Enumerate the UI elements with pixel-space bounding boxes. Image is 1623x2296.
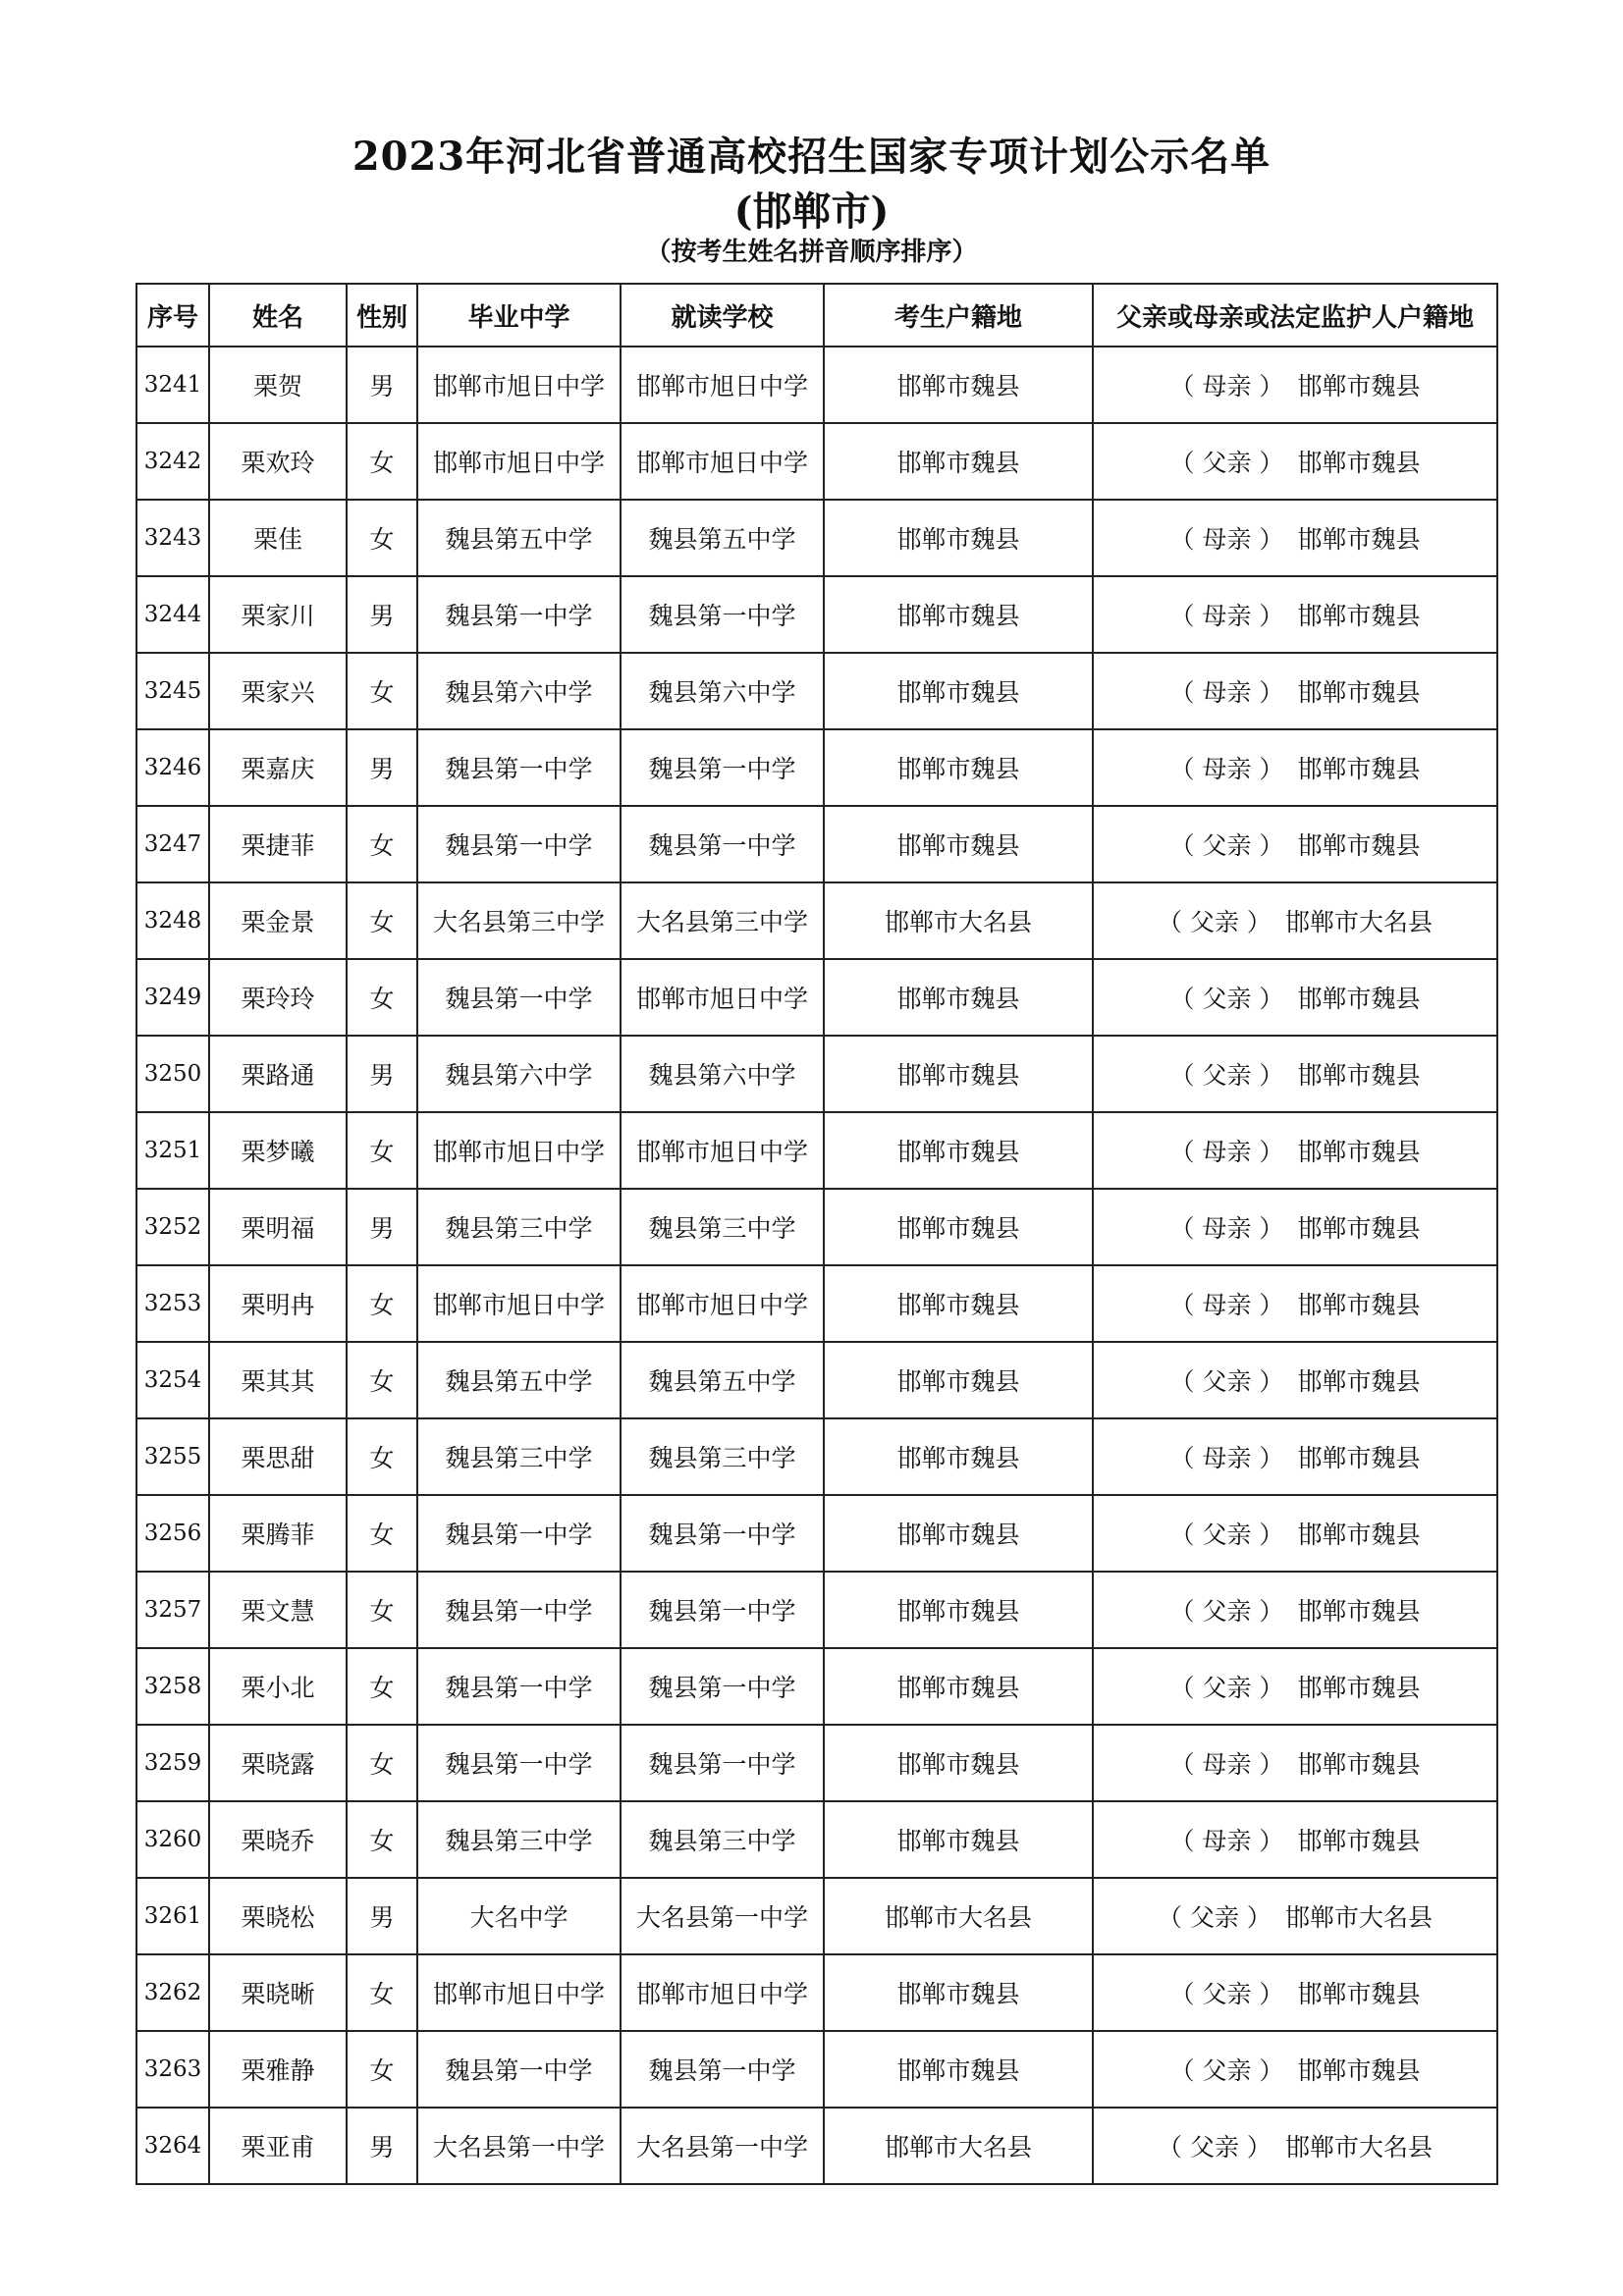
cell-parent-residence — [1093, 959, 1497, 1036]
cell-current-school: 魏县第一中学 — [621, 1495, 824, 1572]
cell-name: 栗晓晰 — [209, 1954, 347, 2031]
cell-name: 栗思甜 — [209, 1418, 347, 1495]
cell-seq: 3248 — [136, 882, 209, 959]
cell-residence: 邯郸市魏县 — [824, 1648, 1093, 1725]
parent-relation: （ 父亲 ） — [1169, 831, 1284, 860]
cell-parent-residence — [1093, 2108, 1497, 2184]
cell-name: 栗路通 — [209, 1036, 347, 1112]
cell-name: 栗晓松 — [209, 1878, 347, 1954]
cell-grad-school: 邯郸市旭日中学 — [417, 1265, 621, 1342]
cell-name: 栗晓露 — [209, 1725, 347, 1801]
cell-name: 栗腾菲 — [209, 1495, 347, 1572]
table-row — [136, 1418, 1497, 1495]
cell-current-school: 大名县第三中学 — [621, 882, 824, 959]
parent-residence: 邯郸市魏县 — [1297, 1827, 1421, 1855]
cell-gender: 女 — [347, 1954, 417, 2031]
cell-grad-school: 魏县第一中学 — [417, 1495, 621, 1572]
table-row — [136, 1878, 1497, 1954]
cell-grad-school: 大名县第一中学 — [417, 2108, 621, 2184]
cell-grad-school: 魏县第三中学 — [417, 1189, 621, 1265]
cell-residence: 邯郸市魏县 — [824, 1342, 1093, 1418]
table-row — [136, 423, 1497, 500]
cell-current-school: 邯郸市旭日中学 — [621, 423, 824, 500]
cell-current-school: 邯郸市旭日中学 — [621, 1112, 824, 1189]
cell-name: 栗文慧 — [209, 1572, 347, 1648]
parent-relation: （ 母亲 ） — [1169, 372, 1284, 400]
cell-parent-residence — [1093, 1342, 1497, 1418]
cell-gender: 男 — [347, 729, 417, 806]
parent-relation: （ 母亲 ） — [1169, 1827, 1284, 1855]
table-row — [136, 1572, 1497, 1648]
cell-grad-school: 邯郸市旭日中学 — [417, 347, 621, 423]
cell-current-school: 邯郸市旭日中学 — [621, 1265, 824, 1342]
cell-seq: 3259 — [136, 1725, 209, 1801]
cell-parent-residence — [1093, 1495, 1497, 1572]
cell-parent-residence — [1093, 729, 1497, 806]
table-row — [136, 1801, 1497, 1878]
parent-residence: 邯郸市魏县 — [1297, 449, 1421, 477]
cell-current-school: 魏县第一中学 — [621, 1648, 824, 1725]
cell-parent-residence — [1093, 882, 1497, 959]
cell-parent-residence — [1093, 500, 1497, 576]
cell-residence: 邯郸市魏县 — [824, 959, 1093, 1036]
cell-current-school: 大名县第一中学 — [621, 2108, 824, 2184]
parent-relation: （ 母亲 ） — [1169, 1291, 1284, 1319]
cell-residence: 邯郸市魏县 — [824, 500, 1093, 576]
cell-residence: 邯郸市魏县 — [824, 1801, 1093, 1878]
cell-seq: 3246 — [136, 729, 209, 806]
cell-gender: 女 — [347, 959, 417, 1036]
cell-current-school: 魏县第一中学 — [621, 2031, 824, 2108]
parent-residence: 邯郸市魏县 — [1297, 1521, 1421, 1549]
cell-residence: 邯郸市大名县 — [824, 882, 1093, 959]
cell-residence: 邯郸市魏县 — [824, 1112, 1093, 1189]
cell-grad-school: 魏县第一中学 — [417, 1572, 621, 1648]
cell-current-school: 魏县第一中学 — [621, 1572, 824, 1648]
parent-relation: （ 母亲 ） — [1169, 602, 1284, 630]
table-row — [136, 1265, 1497, 1342]
cell-gender: 女 — [347, 1112, 417, 1189]
cell-grad-school: 魏县第五中学 — [417, 500, 621, 576]
parent-residence: 邯郸市魏县 — [1297, 1444, 1421, 1472]
table-row — [136, 1495, 1497, 1572]
cell-grad-school: 大名中学 — [417, 1878, 621, 1954]
table-row — [136, 729, 1497, 806]
cell-gender: 男 — [347, 1036, 417, 1112]
cell-current-school: 邯郸市旭日中学 — [621, 1954, 824, 2031]
table-body — [136, 347, 1497, 2184]
parent-residence: 邯郸市魏县 — [1297, 1138, 1421, 1166]
table-row — [136, 959, 1497, 1036]
cell-current-school: 魏县第三中学 — [621, 1801, 824, 1878]
cell-grad-school: 邯郸市旭日中学 — [417, 423, 621, 500]
cell-residence: 邯郸市大名县 — [824, 1878, 1093, 1954]
cell-parent-residence — [1093, 347, 1497, 423]
cell-seq: 3254 — [136, 1342, 209, 1418]
parent-relation: （ 父亲 ） — [1169, 1367, 1284, 1396]
cell-residence: 邯郸市魏县 — [824, 1495, 1093, 1572]
col-header-parent-residence: 父亲或母亲或法定监护人户籍地 — [1093, 284, 1497, 347]
cell-residence: 邯郸市魏县 — [824, 1189, 1093, 1265]
cell-gender: 女 — [347, 423, 417, 500]
cell-name: 栗捷菲 — [209, 806, 347, 882]
parent-residence: 邯郸市魏县 — [1297, 2056, 1421, 2085]
cell-residence: 邯郸市魏县 — [824, 1418, 1093, 1495]
cell-parent-residence — [1093, 1418, 1497, 1495]
cell-name: 栗亚甫 — [209, 2108, 347, 2184]
parent-relation: （ 父亲 ） — [1158, 1903, 1271, 1932]
cell-seq: 3244 — [136, 576, 209, 653]
cell-current-school: 邯郸市旭日中学 — [621, 347, 824, 423]
cell-parent-residence — [1093, 1572, 1497, 1648]
cell-grad-school: 魏县第一中学 — [417, 1648, 621, 1725]
parent-residence: 邯郸市魏县 — [1297, 372, 1421, 400]
cell-residence: 邯郸市魏县 — [824, 806, 1093, 882]
cell-parent-residence — [1093, 1036, 1497, 1112]
parent-relation: （ 父亲 ） — [1158, 2133, 1271, 2162]
cell-parent-residence — [1093, 1954, 1497, 2031]
cell-gender: 女 — [347, 2031, 417, 2108]
parent-residence: 邯郸市魏县 — [1297, 985, 1421, 1013]
cell-gender: 女 — [347, 1342, 417, 1418]
page-title: 2023年河北省普通高校招生国家专项计划公示名单 — [352, 133, 1271, 180]
cell-residence: 邯郸市大名县 — [824, 2108, 1093, 2184]
cell-seq: 3252 — [136, 1189, 209, 1265]
cell-seq: 3256 — [136, 1495, 209, 1572]
cell-name: 栗晓乔 — [209, 1801, 347, 1878]
cell-residence: 邯郸市魏县 — [824, 423, 1093, 500]
table-row — [136, 500, 1497, 576]
table-row — [136, 1342, 1497, 1418]
parent-residence: 邯郸市魏县 — [1297, 1597, 1421, 1626]
cell-name: 栗家川 — [209, 576, 347, 653]
parent-relation: （ 母亲 ） — [1169, 1750, 1284, 1779]
cell-name: 栗玲玲 — [209, 959, 347, 1036]
cell-gender: 女 — [347, 1725, 417, 1801]
cell-gender: 女 — [347, 1418, 417, 1495]
parent-relation: （ 父亲 ） — [1169, 985, 1284, 1013]
table-row — [136, 576, 1497, 653]
cell-grad-school: 魏县第三中学 — [417, 1418, 621, 1495]
col-header-seq: 序号 — [136, 284, 209, 347]
cell-grad-school: 魏县第一中学 — [417, 2031, 621, 2108]
cell-current-school: 魏县第五中学 — [621, 1342, 824, 1418]
parent-residence: 邯郸市魏县 — [1297, 1214, 1421, 1243]
cell-gender: 男 — [347, 1878, 417, 1954]
cell-name: 栗明福 — [209, 1189, 347, 1265]
cell-grad-school: 大名县第三中学 — [417, 882, 621, 959]
cell-residence: 邯郸市魏县 — [824, 1036, 1093, 1112]
parent-relation: （ 母亲 ） — [1169, 1444, 1284, 1472]
parent-residence: 邯郸市大名县 — [1284, 2133, 1433, 2162]
table-header-row — [136, 284, 1497, 347]
parent-relation: （ 母亲 ） — [1169, 1138, 1284, 1166]
parent-residence: 邯郸市魏县 — [1297, 1061, 1421, 1090]
cell-name: 栗明冉 — [209, 1265, 347, 1342]
parent-relation: （ 父亲 ） — [1169, 1674, 1284, 1702]
cell-gender: 女 — [347, 1495, 417, 1572]
parent-relation: （ 母亲 ） — [1169, 1214, 1284, 1243]
table-row — [136, 1954, 1497, 2031]
cell-residence: 邯郸市魏县 — [824, 1954, 1093, 2031]
cell-seq: 3260 — [136, 1801, 209, 1878]
cell-gender: 女 — [347, 500, 417, 576]
cell-name: 栗家兴 — [209, 653, 347, 729]
cell-current-school: 魏县第六中学 — [621, 653, 824, 729]
cell-seq: 3257 — [136, 1572, 209, 1648]
col-header-residence: 考生户籍地 — [824, 284, 1093, 347]
col-header-grad-school: 毕业中学 — [417, 284, 621, 347]
table-row — [136, 1725, 1497, 1801]
cell-gender: 男 — [347, 2108, 417, 2184]
cell-residence: 邯郸市魏县 — [824, 729, 1093, 806]
table-row — [136, 1189, 1497, 1265]
cell-parent-residence — [1093, 653, 1497, 729]
cell-seq: 3241 — [136, 347, 209, 423]
cell-current-school: 魏县第五中学 — [621, 500, 824, 576]
cell-residence: 邯郸市魏县 — [824, 576, 1093, 653]
cell-name: 栗其其 — [209, 1342, 347, 1418]
parent-residence: 邯郸市魏县 — [1297, 1980, 1421, 2008]
cell-name: 栗贺 — [209, 347, 347, 423]
cell-parent-residence — [1093, 1725, 1497, 1801]
parent-residence: 邯郸市魏县 — [1297, 678, 1421, 707]
parent-relation: （ 父亲 ） — [1158, 908, 1271, 936]
parent-relation: （ 父亲 ） — [1169, 1061, 1284, 1090]
parent-residence: 邯郸市魏县 — [1297, 1367, 1421, 1396]
cell-current-school: 大名县第一中学 — [621, 1878, 824, 1954]
parent-relation: （ 父亲 ） — [1169, 2056, 1284, 2085]
page-subtitle: (邯郸市) — [733, 188, 890, 235]
table-row — [136, 653, 1497, 729]
cell-residence: 邯郸市魏县 — [824, 1572, 1093, 1648]
sort-note: （按考生姓名拼音顺序排序） — [645, 238, 978, 267]
cell-gender: 女 — [347, 1801, 417, 1878]
cell-residence: 邯郸市魏县 — [824, 653, 1093, 729]
cell-parent-residence — [1093, 1648, 1497, 1725]
parent-residence: 邯郸市魏县 — [1297, 755, 1421, 783]
col-header-current-school: 就读学校 — [621, 284, 824, 347]
table-row — [136, 2031, 1497, 2108]
parent-residence: 邯郸市大名县 — [1284, 908, 1433, 936]
cell-parent-residence — [1093, 576, 1497, 653]
parent-residence: 邯郸市魏县 — [1297, 602, 1421, 630]
cell-name: 栗金景 — [209, 882, 347, 959]
col-header-name: 姓名 — [209, 284, 347, 347]
parent-residence: 邯郸市大名县 — [1284, 1903, 1433, 1932]
cell-parent-residence — [1093, 1112, 1497, 1189]
col-header-gender: 性别 — [347, 284, 417, 347]
cell-parent-residence — [1093, 806, 1497, 882]
cell-grad-school: 魏县第六中学 — [417, 1036, 621, 1112]
cell-current-school: 魏县第一中学 — [621, 729, 824, 806]
cell-grad-school: 魏县第五中学 — [417, 1342, 621, 1418]
parent-relation: （ 父亲 ） — [1169, 1521, 1284, 1549]
cell-seq: 3251 — [136, 1112, 209, 1189]
cell-grad-school: 魏县第一中学 — [417, 729, 621, 806]
cell-residence: 邯郸市魏县 — [824, 2031, 1093, 2108]
cell-grad-school: 邯郸市旭日中学 — [417, 1954, 621, 2031]
cell-parent-residence — [1093, 2031, 1497, 2108]
cell-residence: 邯郸市魏县 — [824, 1725, 1093, 1801]
cell-parent-residence — [1093, 1801, 1497, 1878]
parent-relation: （ 父亲 ） — [1169, 449, 1284, 477]
parent-residence: 邯郸市魏县 — [1297, 1750, 1421, 1779]
cell-gender: 女 — [347, 653, 417, 729]
cell-name: 栗嘉庆 — [209, 729, 347, 806]
roster-table — [135, 283, 1498, 2185]
table-row — [136, 1112, 1497, 1189]
cell-seq: 3250 — [136, 1036, 209, 1112]
cell-seq: 3245 — [136, 653, 209, 729]
cell-gender: 男 — [347, 347, 417, 423]
parent-relation: （ 母亲 ） — [1169, 678, 1284, 707]
cell-seq: 3247 — [136, 806, 209, 882]
table-row — [136, 806, 1497, 882]
cell-parent-residence — [1093, 1265, 1497, 1342]
cell-gender: 女 — [347, 1265, 417, 1342]
cell-seq: 3263 — [136, 2031, 209, 2108]
cell-residence: 邯郸市魏县 — [824, 1265, 1093, 1342]
cell-current-school: 魏县第一中学 — [621, 1725, 824, 1801]
parent-residence: 邯郸市魏县 — [1297, 525, 1421, 554]
parent-residence: 邯郸市魏县 — [1297, 1291, 1421, 1319]
cell-gender: 女 — [347, 1572, 417, 1648]
parent-residence: 邯郸市魏县 — [1297, 1674, 1421, 1702]
cell-grad-school: 魏县第三中学 — [417, 1801, 621, 1878]
cell-current-school: 魏县第三中学 — [621, 1418, 824, 1495]
cell-parent-residence — [1093, 1189, 1497, 1265]
table-row — [136, 1036, 1497, 1112]
cell-current-school: 魏县第一中学 — [621, 576, 824, 653]
cell-name: 栗佳 — [209, 500, 347, 576]
cell-parent-residence — [1093, 1878, 1497, 1954]
cell-seq: 3255 — [136, 1418, 209, 1495]
cell-current-school: 邯郸市旭日中学 — [621, 959, 824, 1036]
cell-current-school: 魏县第一中学 — [621, 806, 824, 882]
parent-relation: （ 母亲 ） — [1169, 755, 1284, 783]
cell-gender: 女 — [347, 882, 417, 959]
table-row — [136, 347, 1497, 423]
cell-name: 栗雅静 — [209, 2031, 347, 2108]
cell-seq: 3253 — [136, 1265, 209, 1342]
cell-residence: 邯郸市魏县 — [824, 347, 1093, 423]
cell-gender: 女 — [347, 1648, 417, 1725]
cell-seq: 3262 — [136, 1954, 209, 2031]
table-row — [136, 1648, 1497, 1725]
cell-gender: 男 — [347, 1189, 417, 1265]
cell-seq: 3243 — [136, 500, 209, 576]
cell-grad-school: 魏县第一中学 — [417, 806, 621, 882]
cell-gender: 女 — [347, 806, 417, 882]
cell-seq: 3258 — [136, 1648, 209, 1725]
cell-current-school: 魏县第六中学 — [621, 1036, 824, 1112]
parent-relation: （ 母亲 ） — [1169, 525, 1284, 554]
table-row — [136, 882, 1497, 959]
cell-current-school: 魏县第三中学 — [621, 1189, 824, 1265]
cell-seq: 3261 — [136, 1878, 209, 1954]
cell-name: 栗梦曦 — [209, 1112, 347, 1189]
cell-grad-school: 魏县第六中学 — [417, 653, 621, 729]
parent-relation: （ 父亲 ） — [1169, 1597, 1284, 1626]
cell-name: 栗小北 — [209, 1648, 347, 1725]
cell-name: 栗欢玲 — [209, 423, 347, 500]
cell-grad-school: 魏县第一中学 — [417, 959, 621, 1036]
cell-grad-school: 魏县第一中学 — [417, 576, 621, 653]
cell-seq: 3264 — [136, 2108, 209, 2184]
table-row — [136, 2108, 1497, 2184]
parent-residence: 邯郸市魏县 — [1297, 831, 1421, 860]
cell-gender: 男 — [347, 576, 417, 653]
cell-grad-school: 魏县第一中学 — [417, 1725, 621, 1801]
parent-relation: （ 父亲 ） — [1169, 1980, 1284, 2008]
cell-parent-residence — [1093, 423, 1497, 500]
cell-seq: 3249 — [136, 959, 209, 1036]
cell-seq: 3242 — [136, 423, 209, 500]
cell-grad-school: 邯郸市旭日中学 — [417, 1112, 621, 1189]
